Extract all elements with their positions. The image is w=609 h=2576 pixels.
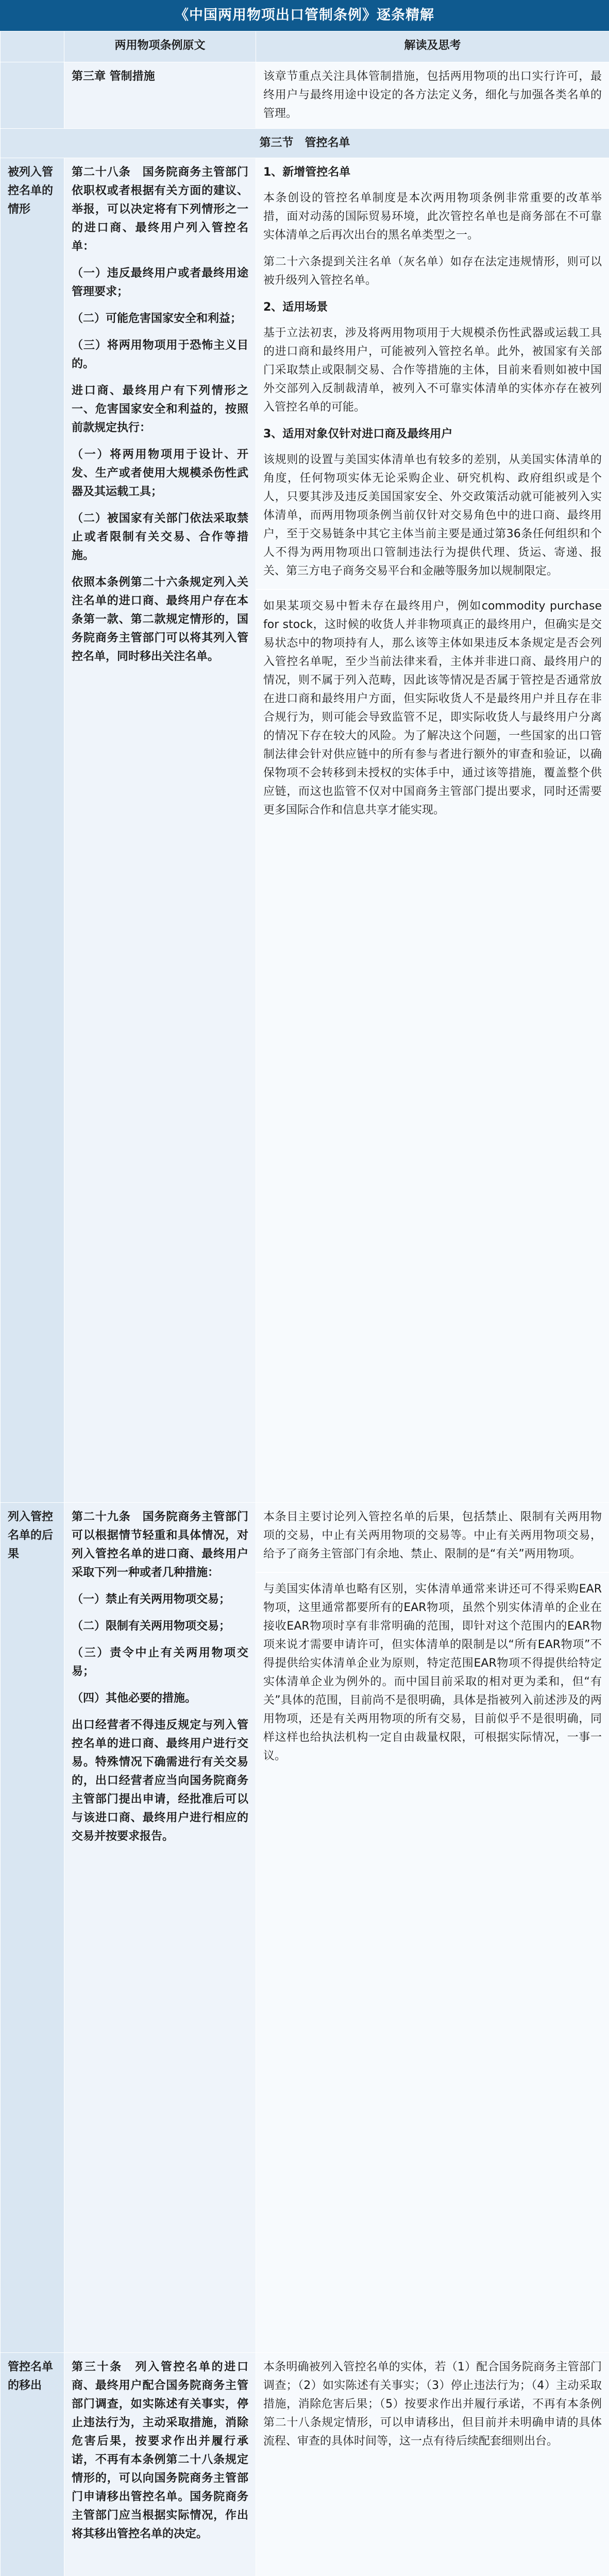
interpretation-subheading: 2、适用场景 <box>263 301 328 314</box>
interpretation-paragraph: 与美国实体清单也略有区别，实体清单通常来讲还可不得采购EAR物项，这里通常都要所有的EAR物项，虽然个别实体清单的企业在接收EAR物项时享有非常明确的范围，即针对这个范围内的EAR物项来说才需要申请许可，但实体清单的限制是以“所有EAR物项”不得提供给实体清单企业为原则，特定范围EAR物项不得提供给特定实体清单企业为例外的。而中国目前采取的相对更为柔和，但“有关”具体的范围，目前尚不是很明确，具体是指被列入前述涉及的两用物项，还是有关两用物项的所有交易，目前似乎不是很明确，同样这样也给执法机构一定自由裁量权限，可根据实际情况，一事一议。 <box>263 1583 602 1762</box>
interpretation-paragraph: 本条明确被列入管控名单的实体，若（1）配合国务院商务主管部门调查；（2）如实陈述有关事实；（3）停止违法行为；（4）主动采取措施，消除危害后果；（5）按要求作出并履行承诺，不再有本条例第二十八条规定情形，可以申请移出，但目前并未明确申请的具体流程、审查的具体时间等，这一点有待后续配套细则出台。 <box>263 2361 602 2448</box>
clause-table <box>0 31 609 2576</box>
chapter-heading: 第三章 管制措施 <box>72 70 155 83</box>
clause-row <box>1 1503 609 2353</box>
section-heading: 第三节 管控名单 <box>1 129 609 158</box>
interpretation-divider <box>256 1572 609 1573</box>
interpretation-paragraph: 基于立法初衷，涉及将两用物项用于大规模杀伤性武器或运载工具的进口商和最终用户，可能被列入管控名单。此外，被国家有关部门采取禁止或限制交易、合作等措施的主体，目前来看则如被中国外交部列入反制裁清单，被列入不可靠实体清单的实体亦存在被列入管控名单的可能。 <box>263 327 602 414</box>
original-paragraph: 第二十九条 国务院商务主管部门可以根据情节轻重和具体情况，对列入管控名单的进口商、最终用户采取下列一种或者几种措施： <box>72 1511 248 1579</box>
chapter-label <box>1 62 64 129</box>
original-paragraph: （二）可能危害国家安全和利益； <box>72 312 242 325</box>
clause-interpretation <box>256 158 609 1503</box>
clause-topic: 列入管控名单的后果 <box>1 1503 64 2353</box>
interpretation-paragraph: 本条目主要讨论列入管控名单的后果，包括禁止、限制有关两用物项的交易，中止有关两用物项的交易等。中止有关两用物项交易，给予了商务主管部门有余地、禁止、限制的是“有关”两用物项。 <box>263 1511 602 1561</box>
clause-row <box>1 2353 609 2576</box>
original-paragraph: （四）其他必要的措施。 <box>72 1692 197 1705</box>
chapter-row <box>1 62 609 129</box>
clause-topic: 管控名单的移出 <box>1 2353 64 2576</box>
clause-interpretation <box>256 1503 609 2353</box>
original-paragraph: （三）责令中止有关两用物项交易； <box>72 1647 248 1678</box>
chapter-note: 该章节重点关注具体管制措施，包括两用物项的出口实行许可，最终用户与最终用途中设定的各方法定义务，细化与加强各类名单的管理。 <box>263 70 602 120</box>
original-paragraph: 第二十八条 国务院商务主管部门依职权或者根据有关方面的建议、举报，可以决定将有下列情形之一的进口商、最终用户列入管控名单： <box>72 166 248 253</box>
interpretation-paragraph: 该规则的设置与美国实体清单也有较多的差别，从美国实体清单的角度，任何物项实体无论采购企业、研究机构、政府组织或是个人，只要其涉及违反美国国家安全、外交政策活动就可能被列入实体清单，而两用物项条例当前仅针对交易角色中的进口商、最终用户，至于交易链条中其它主体当前主要是通过第36条任何组织和个人不得为两用物项出口管制违法行为提供代理、货运、寄递、报关、第三方电子商务交易平台和金融等服务加以规制限定。 <box>263 453 602 578</box>
clause-topic: 被列入管控名单的情形 <box>1 158 64 1503</box>
clause-original-text <box>64 2353 256 2576</box>
section-row <box>1 129 609 158</box>
original-paragraph: （一）禁止有关两用物项交易； <box>72 1593 231 1606</box>
document-title: 《中国两用物项出口管制条例》逐条精解 <box>0 0 609 31</box>
clause-original-text <box>64 1503 256 2353</box>
chapter-original <box>64 62 256 129</box>
interpretation-paragraph: 如果某项交易中暂未存在最终用户，例如commodity purchase for stock，这时候的收货人并非物项真正的最终用户，但确实是交易状态中的物项持有人，那么该等主体如果违反本条规定是否会列入管控名单呢，至少当前法律来看，主体并非进口商、最终用户的情况，则不属于列入范畴，因此该等情况是否属于管控是否通常放在进口商和最终用户方面，但实际收货人不是最终用户并且存在非合规行为，则可能会导致监管不足，即实际收货人与最终用户分离的情况下存在较大的风险。为了解决这个问题，一些国家的出口管制法律会针对供应链中的所有参与者进行额外的审查和验证，以确保物项不会转移到未授权的实体手中，通过该等措施，覆盖整个供应链，而这也监管不仅对中国商务主管部门提出要求，同时还需要更多国际合作和信息共享才能实现。 <box>263 600 602 817</box>
original-paragraph: （三）将两用物项用于恐怖主义目的。 <box>72 339 248 370</box>
original-paragraph: 第三十条 列入管控名单的进口商、最终用户配合国务院商务主管部门调查，如实陈述有关事实，停止违法行为，主动采取措施，消除危害后果，按要求作出并履行承诺，不再有本条例第二十八条规定情形的，可以向国务院商务主管部门申请移出管控名单。国务院商务主管部门应当根据实际情况，作出将其移出管控名单的决定。 <box>72 2361 248 2540</box>
clause-interpretation <box>256 2353 609 2576</box>
header-spacer <box>1 31 64 62</box>
interpretation-subheading: 3、适用对象仅针对进口商及最终用户 <box>263 428 453 440</box>
clause-row <box>1 158 609 1503</box>
interpretation-paragraph: 本条创设的管控名单制度是本次两用物项条例非常重要的改革举措，面对动荡的国际贸易环境，此次管控名单也是商务部在不可靠实体清单之后再次出台的黑名单类型之一。 <box>263 192 602 242</box>
header-original: 两用物项条例原文 <box>64 31 256 62</box>
interpretation-subheading: 1、新增管控名单 <box>263 166 351 179</box>
clause-original-text <box>64 158 256 1503</box>
original-paragraph: 进口商、最终用户有下列情形之一、危害国家安全和利益的，按照前款规定执行： <box>72 384 248 434</box>
original-paragraph: 出口经营者不得违反规定与列入管控名单的进口商、最终用户进行交易。特殊情况下确需进行有关交易的，出口经营者应当向国务院商务主管部门提出申请，经批准后可以与该进口商、最终用户进行相应的交易并按要求报告。 <box>72 1719 248 1843</box>
header-interpretation: 解读及思考 <box>256 31 609 62</box>
original-paragraph: （一）将两用物项用于设计、开发、生产或者使用大规模杀伤性武器及其运载工具； <box>72 448 248 498</box>
chapter-interpretation <box>256 62 609 129</box>
original-paragraph: （二）限制有关两用物项交易； <box>72 1620 231 1633</box>
interpretation-divider <box>256 589 609 590</box>
original-paragraph: 依照本条例第二十六条规定列入关注名单的进口商、最终用户存在本条第一款、第二款规定情形的，国务院商务主管部门可以将其列入管控名单，同时移出关注名单。 <box>72 576 248 663</box>
table-header-row <box>1 31 609 62</box>
original-paragraph: （一）违反最终用户或者最终用途管理要求； <box>72 267 248 298</box>
original-paragraph: （二）被国家有关部门依法采取禁止或者限制有关交易、合作等措施。 <box>72 512 248 562</box>
interpretation-paragraph: 第二十六条提到关注名单（灰名单）如存在法定违规情形，则可以被升级列入管控名单。 <box>263 256 602 287</box>
